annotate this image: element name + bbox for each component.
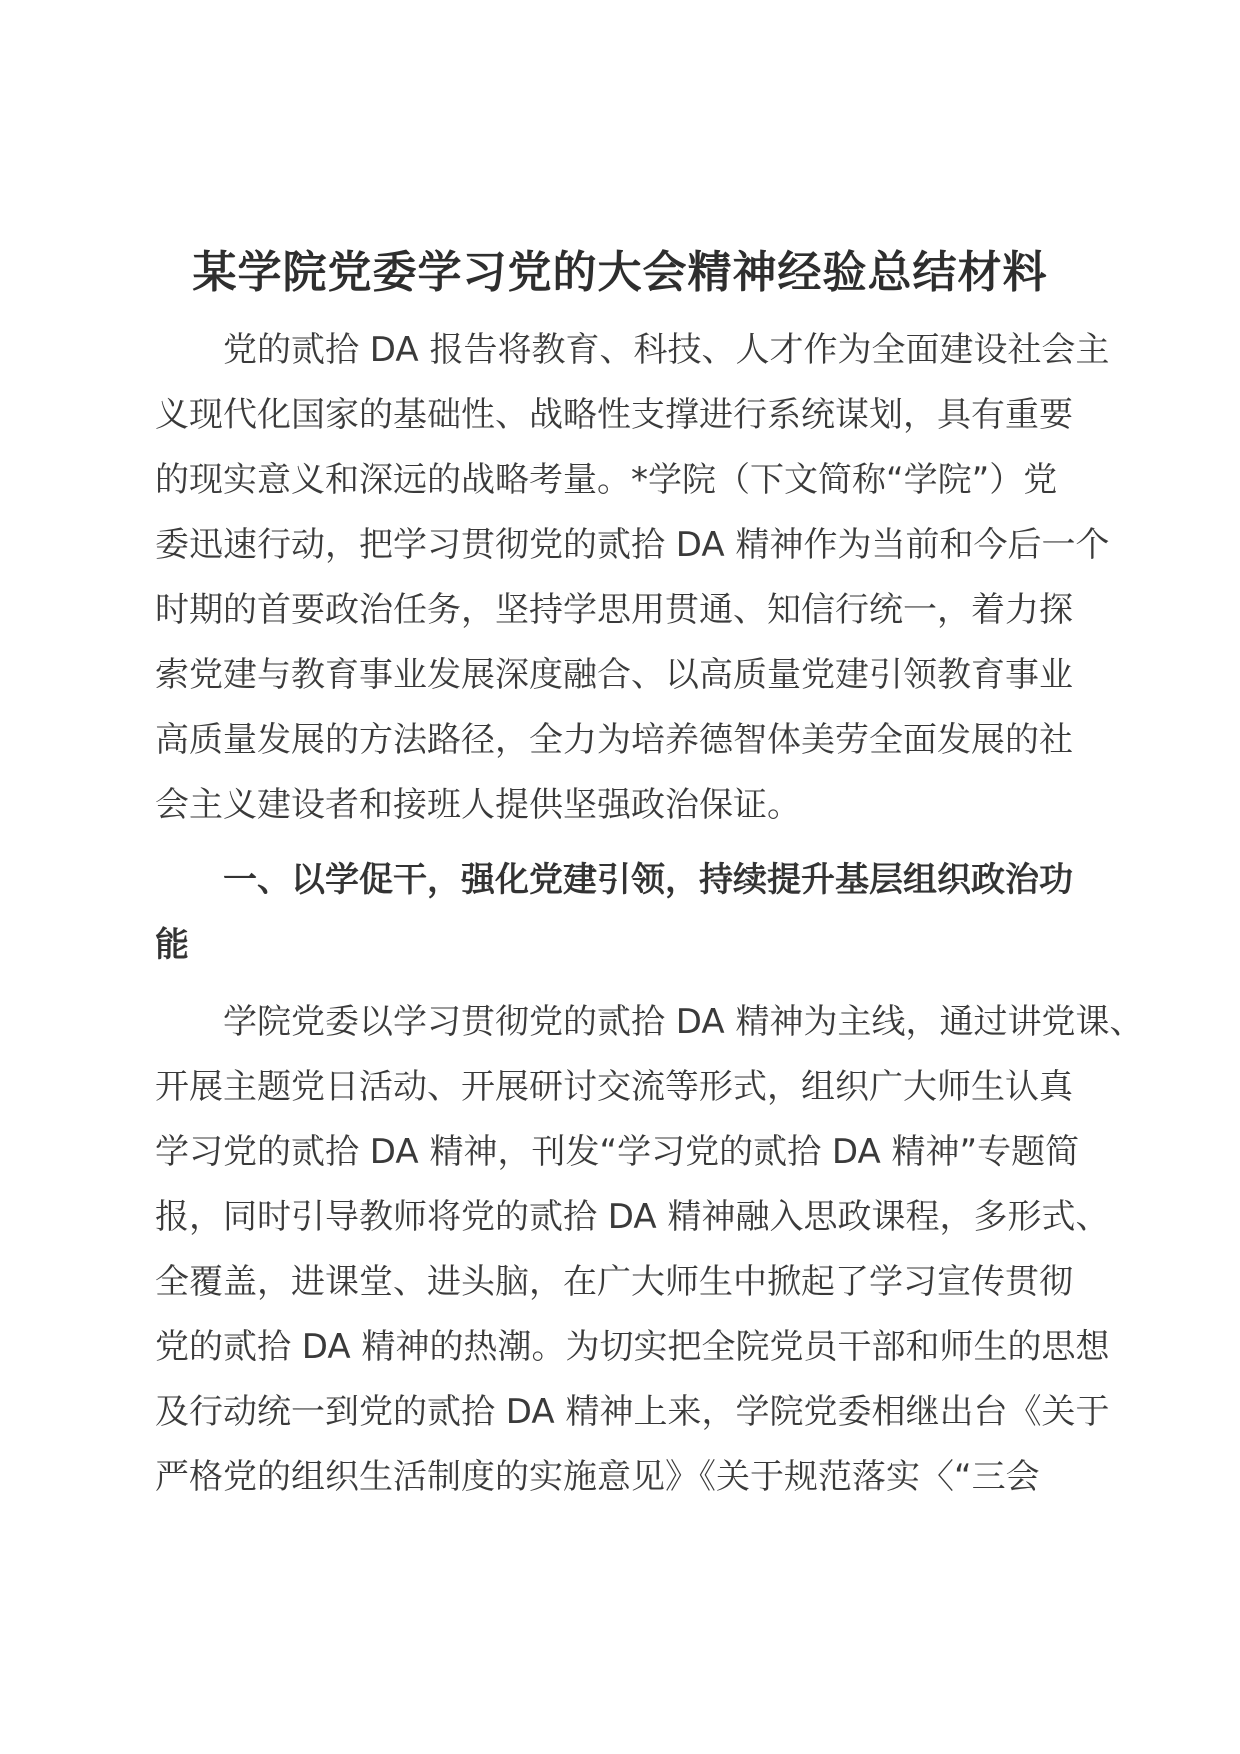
paragraph-line: 报，同时引导教师将党的贰拾 DA 精神融入思政课程，多形式、	[155, 1197, 1110, 1237]
paragraph-line: 开展主题党日活动、开展研讨交流等形式，组织广大师生认真	[155, 1067, 1073, 1107]
paragraph-intro	[155, 318, 1110, 838]
section-heading-1	[155, 848, 1105, 978]
paragraph-section-1	[155, 990, 1144, 1510]
paragraph-line: 索党建与教育事业发展深度融合、以高质量党建引领教育事业	[155, 655, 1073, 695]
paragraph-line: 严格党的组织生活制度的实施意见》《关于规范落实〈“三会	[155, 1457, 1040, 1497]
paragraph-line: 的现实意义和深远的战略考量。*学院（下文简称“学院”）党	[155, 460, 1058, 500]
paragraph-line: 时期的首要政治任务，坚持学思用贯通、知信行统一，着力探	[155, 590, 1073, 630]
heading-line: 一、以学促干，强化党建引领，持续提升基层组织政治功	[223, 860, 1073, 900]
paragraph-line: 学习党的贰拾 DA 精神，刊发“学习党的贰拾 DA 精神”专题简	[155, 1132, 1080, 1172]
paragraph-line: 党的贰拾 DA 精神的热潮。为切实把全院党员干部和师生的思想	[155, 1327, 1110, 1367]
paragraph-line: 全覆盖，进课堂、进头脑，在广大师生中掀起了学习宣传贯彻	[155, 1262, 1073, 1302]
paragraph-line: 委迅速行动，把学习贯彻党的贰拾 DA 精神作为当前和今后一个	[155, 525, 1110, 565]
heading-line: 能	[155, 925, 189, 965]
paragraph-line: 义现代化国家的基础性、战略性支撑进行系统谋划，具有重要	[155, 395, 1073, 435]
paragraph-line: 会主义建设者和接班人提供坚强政治保证。	[155, 785, 801, 825]
paragraph-line: 党的贰拾 DA 报告将教育、科技、人才作为全面建设社会主	[223, 330, 1110, 370]
document-title: 某学院党委学习党的大会精神经验总结材料	[192, 247, 1048, 298]
paragraph-line: 高质量发展的方法路径，全力为培养德智体美劳全面发展的社	[155, 720, 1073, 760]
paragraph-line: 及行动统一到党的贰拾 DA 精神上来，学院党委相继出台《关于	[155, 1392, 1110, 1432]
paragraph-line: 学院党委以学习贯彻党的贰拾 DA 精神为主线，通过讲党课、	[223, 1002, 1144, 1042]
